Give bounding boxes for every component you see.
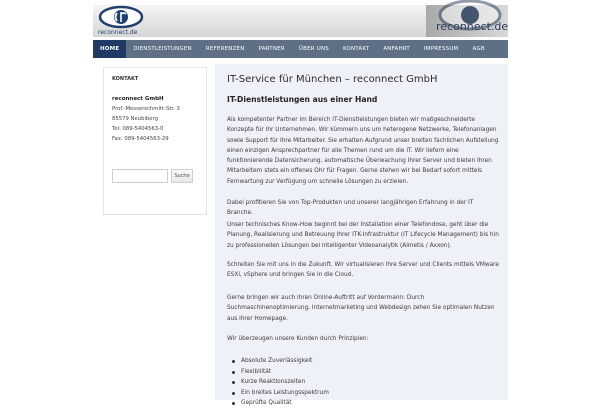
paragraph-products: Dabei profitieren Sie von Top-Produkten und unserer langjährigen Erfahrung in der IT Branche.	[227, 200, 474, 217]
list-item: Geprüfte Qualität	[227, 398, 329, 409]
fax-number: Fax: 089-5404563-29	[112, 136, 169, 142]
paragraph-online: Gerne bringen wir auch ihren Online-Auftritt auf Vordermann: Durch Suchmaschinenoptimierung, Internetmarketing und Webdesign zehen Sie optimalen Nutzen aus ihrer Homepage.	[227, 295, 495, 322]
company-name: reconnect GmbH	[112, 96, 164, 102]
logo-left-text: reconnect.de	[98, 29, 138, 36]
principles-list	[227, 356, 329, 409]
paragraph-principles: Wir überzeugen unsere Kunden durch Prinzipien:	[227, 336, 369, 342]
list-item: Absolute Zuverlässigkeit	[227, 356, 329, 367]
paragraph-virtualization: Schreiten Sie mit uns in die Zukunft. Wir virtualisieren Ihre Server und Clients mittels VMware ESXi, vSphere und bringen Sie in die Cloud.	[227, 262, 499, 279]
nav-item-dienstleistungen[interactable]: DIENSTLEISTUNGEN	[133, 46, 192, 52]
sidebar-title: KONTAKT	[112, 76, 139, 82]
page-title: IT-Service für München – reconnect GmbH	[227, 74, 438, 85]
search-input[interactable]	[112, 169, 168, 183]
site-wrapper	[93, 5, 509, 407]
sidebar-contact	[103, 67, 207, 215]
main-content	[215, 64, 508, 407]
nav-item-home[interactable]: HOME	[93, 40, 126, 58]
eye-logo-icon	[98, 5, 144, 29]
address-city: 85579 Neubiberg	[112, 116, 159, 122]
logo-left[interactable]	[98, 5, 144, 37]
logo-right	[426, 5, 508, 37]
nav-item-ueber-uns[interactable]: ÜBER UNS	[298, 46, 329, 52]
nav-item-referenzen[interactable]: REFERENZEN	[205, 46, 245, 52]
search-button[interactable]: Suche	[171, 169, 193, 183]
nav-item-agb[interactable]: AGB	[472, 46, 485, 52]
section-heading: IT-Dienstleistungen aus einer Hand	[227, 95, 378, 104]
phone-number: Tel: 089-5404563-0	[112, 126, 164, 132]
nav-item-kontakt[interactable]: KONTAKT	[342, 46, 370, 52]
paragraph-intro: Als kompetenter Partner im Bereich IT-Dienstleistungen bieten wir maßgeschneiderte Konzepte für Ihr Unternehmen. Wir kümmern uns um heterogene Netzwerke, Telefonanlagen sowie Support für Ihre Mitarbeiter. Sie erhalten Aufgrund unser breiten fachlichen Aufstellung einen einzigen Ansprechpartner für alle Themen rund um die IT. Wir liefern eine funktionierende Datensicherung, automatische Überwachung Ihrer Server und bieten Ihren Mitarbeitern stets ein offenes Ohr für Fragen. Gerne stehen wir bei Bedarf sofort mittels Fernwartung zur Verfügung um schnelle Lösungen zu erzielen.	[227, 117, 499, 185]
nav-item-anfahrt[interactable]: ANFAHRT	[383, 46, 410, 52]
address-street: Prof.-Messerschmitt-Str. 3	[112, 106, 180, 112]
list-item: Kurze Reaktionszeiten	[227, 377, 329, 388]
nav-item-partner[interactable]: PARTNER	[258, 46, 285, 52]
header-banner	[93, 5, 508, 37]
list-item: Flexibilität	[227, 367, 329, 378]
logo-right-text: reconnect.de	[436, 20, 509, 33]
main-nav	[93, 40, 508, 58]
paragraph-knowhow: Unser technisches Know-How beginnt bei der Installation einer Telefondose, geht über die Planung, Realisierung und Betreuung Ihrer ITK-Infrastruktur (IT Lifecycle Management) bis hin zu professionellen Lösungen bei intelligenter Videoanalytik (Aimetis / Axxon).	[227, 222, 499, 249]
nav-item-impressum[interactable]: IMPRESSUM	[423, 46, 459, 52]
list-item: Ein breites Leistungsspektrum	[227, 388, 329, 399]
